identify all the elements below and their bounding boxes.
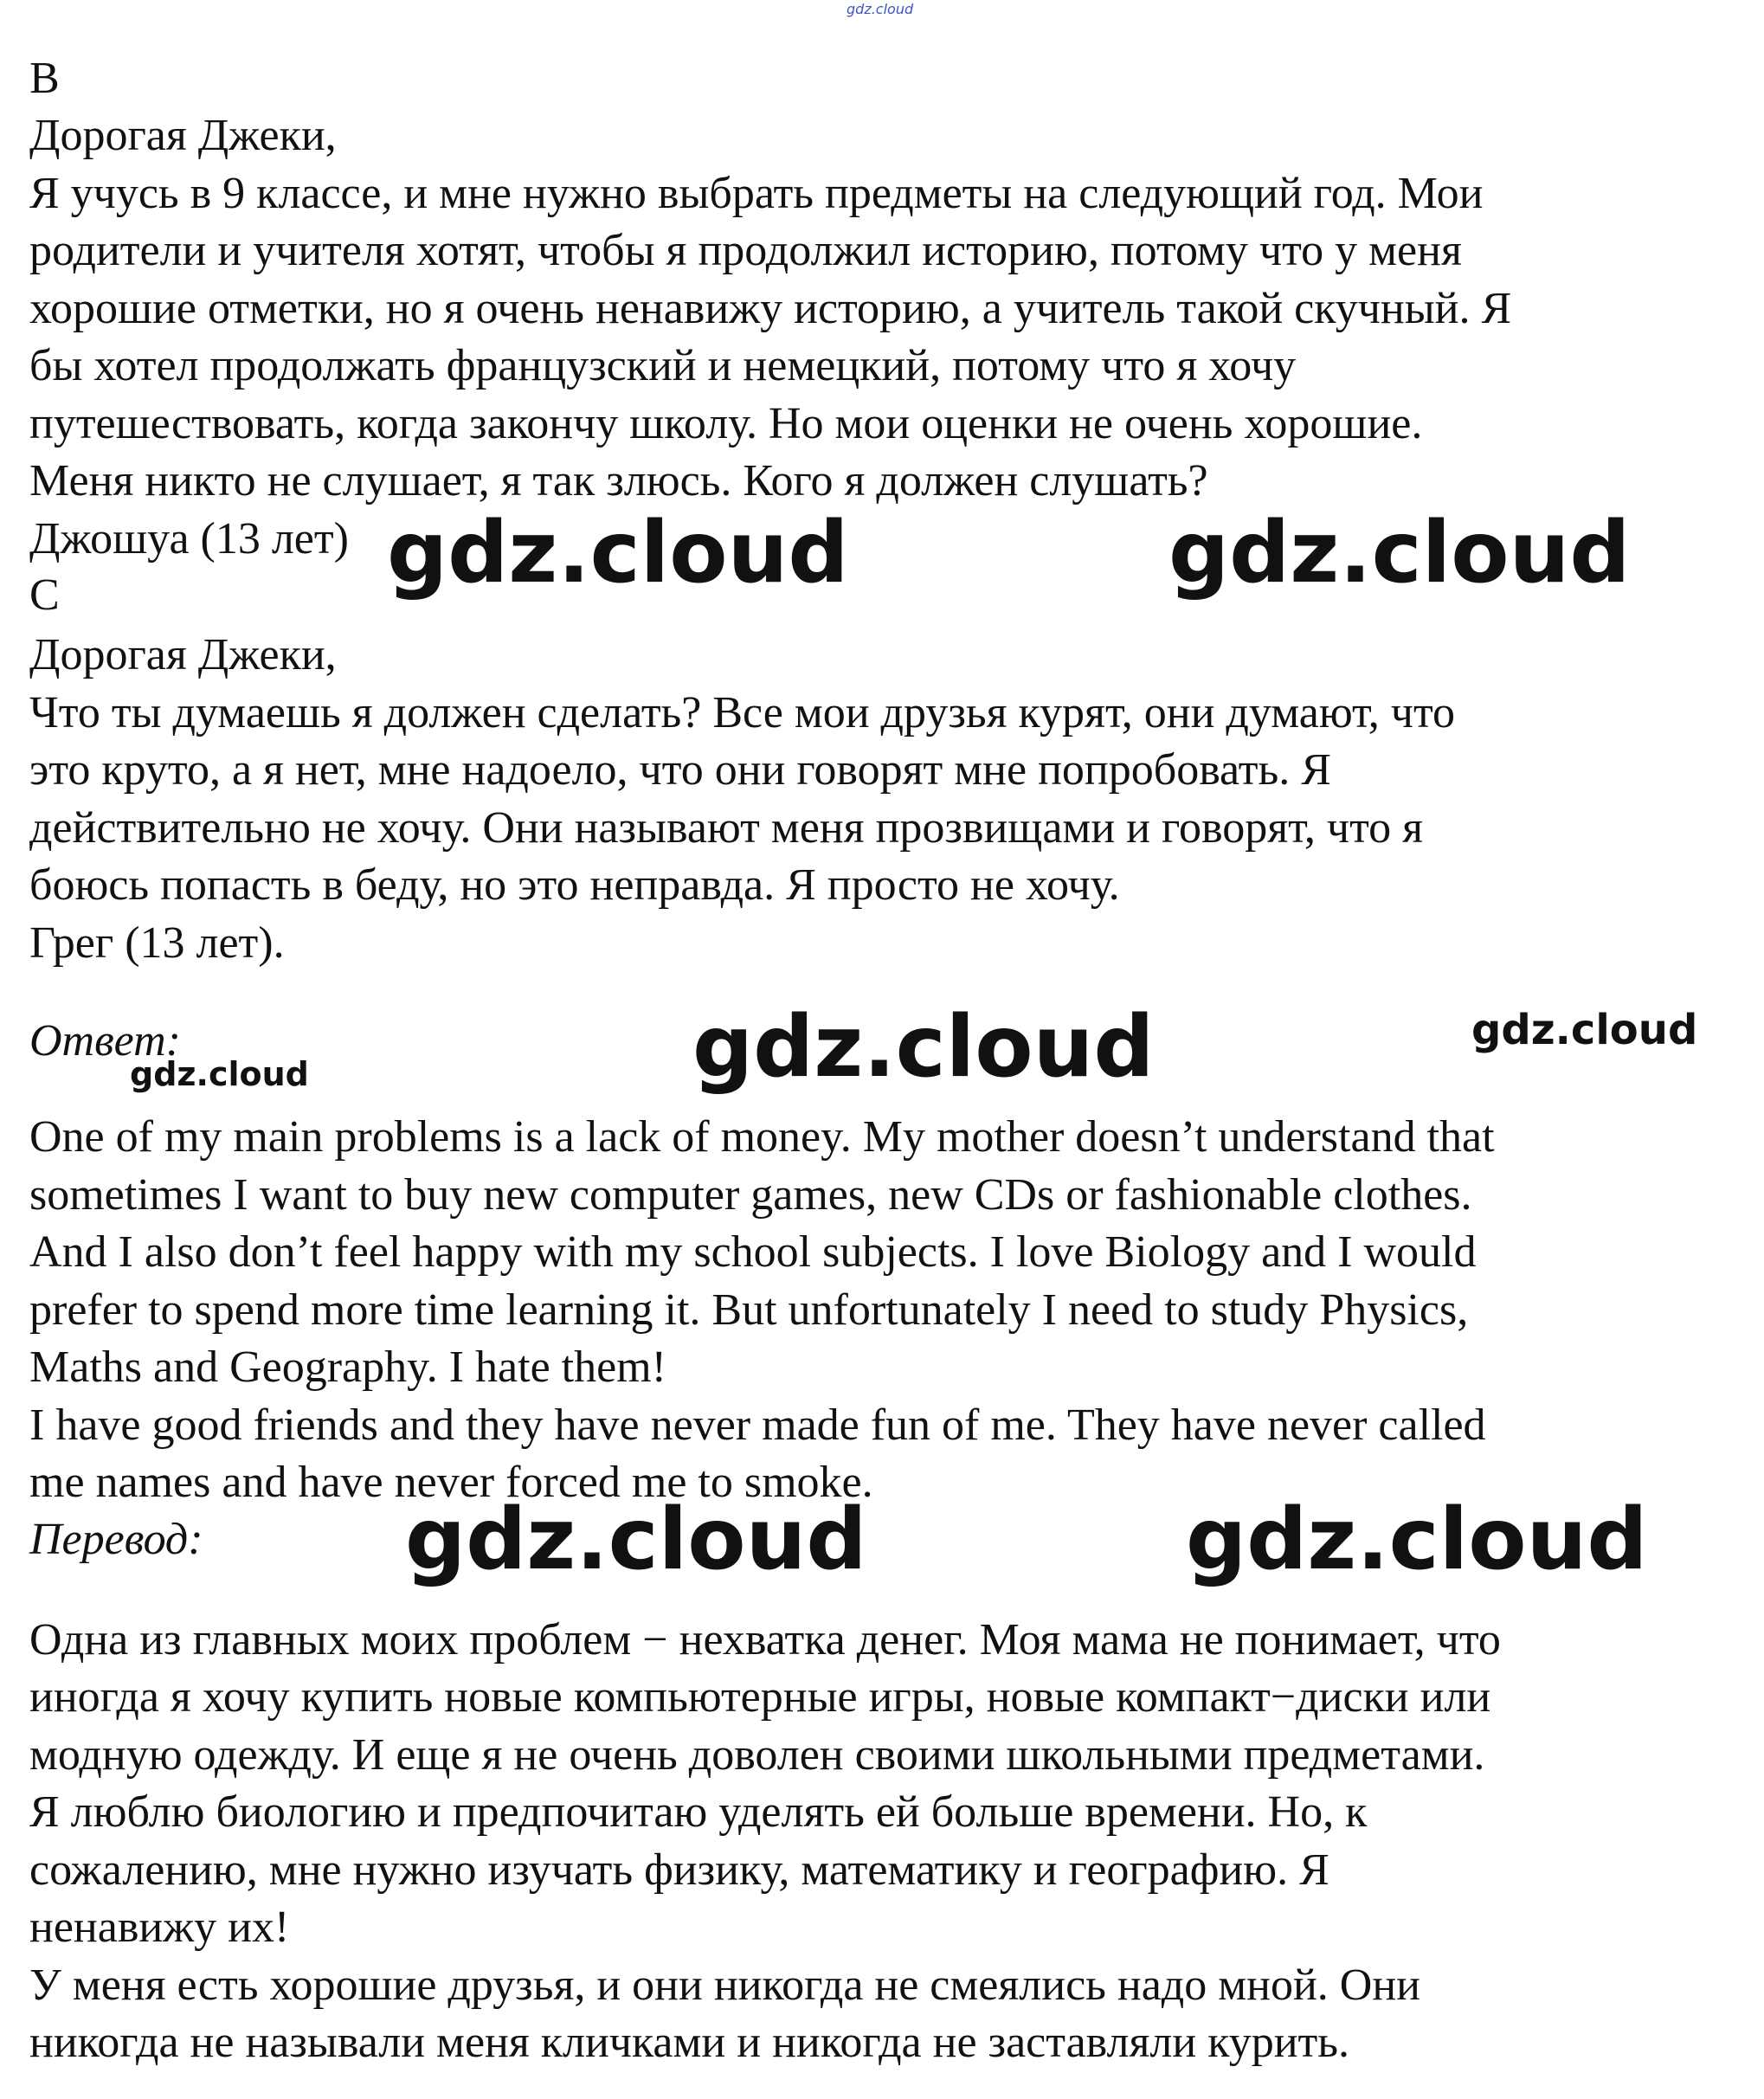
translation-label: Перевод: [29,1515,203,1564]
answer-line: prefer to spend more time learning it. But unfortunately I need to study Physics, [29,1285,1469,1335]
translation-line: Одна из главных моих проблем − нехватка денег. Моя мама не понимает, что [29,1615,1501,1664]
letter-c-marker: C [29,570,60,620]
letter-c-greeting: Дорогая Джеки, [29,630,337,679]
watermark: gdz.cloud [1168,504,1631,602]
translation-line: Я люблю биологию и предпочитаю уделять ей больше времени. Но, к [29,1787,1368,1837]
translation-line: У меня есть хорошие друзья, и они никогда не смеялись надо мной. Они [29,1961,1420,2010]
letter-b-line: Меня никто не слушает, я так злюсь. Кого я должен слушать? [29,456,1208,505]
letter-b-marker: B [29,54,60,103]
letter-c-line: действительно не хочу. Они называют меня прозвищами и говорят, что я [29,803,1424,853]
letter-c-line: боюсь попасть в беду, но это неправда. Я просто не хочу. [29,860,1120,910]
letter-b-line: бы хотел продолжать французский и немецкий, потому что я хочу [29,341,1297,390]
answer-line: sometimes I want to buy new computer games, new CDs or fashionable clothes. [29,1170,1472,1220]
letter-b-line: Я учусь в 9 классе, и мне нужно выбрать предметы на следующий год. Мои [29,169,1484,218]
letter-c-line: это круто, а я нет, мне надоело, что они говорят мне попробовать. Я [29,745,1331,795]
letter-b-signature: Джошуа (13 лет) [29,514,349,563]
letter-c-line: Что ты думаешь я должен сделать? Все мои друзья курят, они думают, что [29,688,1455,737]
translation-line: иногда я хочу купить новые компьютерные игры, новые компакт−диски или [29,1672,1491,1722]
answer-line: One of my main problems is a lack of money. My mother doesn’t understand that [29,1112,1495,1162]
letter-c-signature: Грег (13 лет). [29,918,285,968]
watermark: gdz.cloud [692,998,1155,1097]
answer-line: me names and have never forced me to smoke. [29,1458,873,1507]
answer-line: And I also don’t feel happy with my school subjects. I love Biology and I would [29,1227,1477,1277]
answer-line: I have good friends and they have never made fun of me. They have never called [29,1400,1486,1450]
letter-b-line: родители и учителя хотят, чтобы я продолжил историю, потому что у меня [29,226,1462,275]
watermark: gdz.cloud [1471,1006,1698,1054]
answer-line: Maths and Geography. I hate them! [29,1342,666,1392]
watermark: gdz.cloud [405,1491,867,1589]
translation-line: ненавижу их! [29,1903,290,1952]
watermark-top: gdz.cloud [847,1,914,17]
answer-label: Ответ: [29,1016,181,1066]
watermark: gdz.cloud [387,504,849,602]
watermark: gdz.cloud [130,1055,309,1093]
translation-line: никогда не называли меня кличками и никогда не заставляли курить. [29,2018,1349,2067]
letter-b-greeting: Дорогая Джеки, [29,111,337,160]
letter-b-line: хорошие отметки, но я очень ненавижу историю, а учитель такой скучный. Я [29,284,1512,333]
translation-line: модную одежду. И еще я не очень доволен своими школьными предметами. [29,1730,1485,1780]
letter-b-line: путешествовать, когда закончу школу. Но мои оценки не очень хорошие. [29,399,1423,448]
translation-line: сожалению, мне нужно изучать физику, математику и географию. Я [29,1845,1329,1895]
watermark: gdz.cloud [1186,1491,1648,1589]
